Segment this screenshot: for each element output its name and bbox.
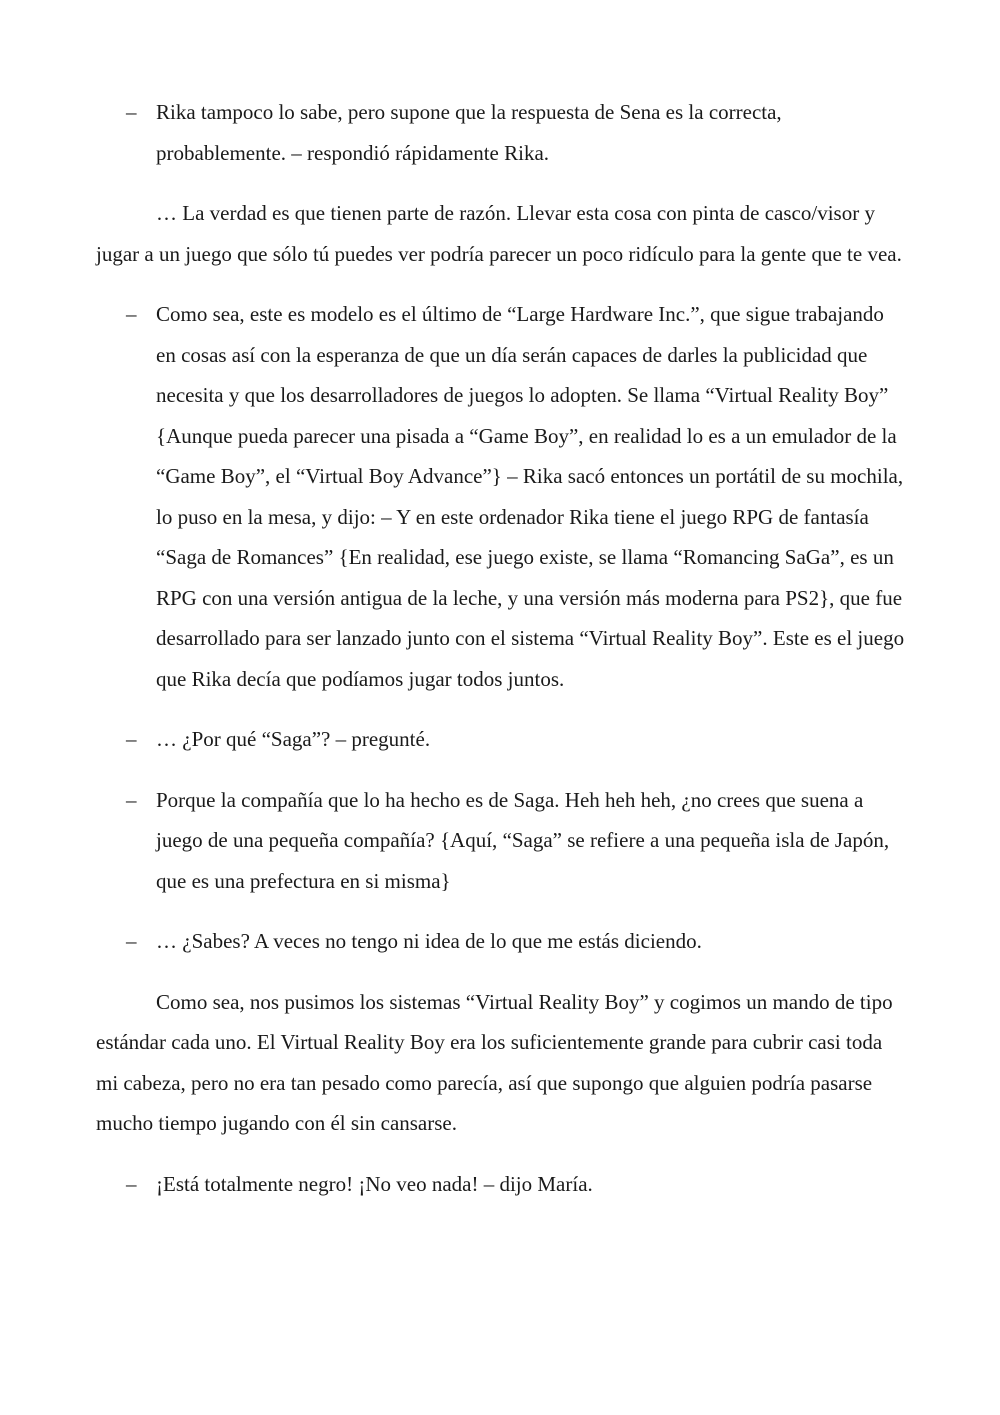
dialogue-text: … ¿Por qué “Saga”? – pregunté. — [156, 727, 431, 751]
dialogue-dash: – — [126, 929, 137, 953]
dialogue-line — [96, 294, 908, 699]
dialogue-dash: – — [126, 100, 137, 124]
narration-paragraph: Como sea, nos pusimos los sistemas “Virtual Reality Boy” y cogimos un mando de tipo estándar cada uno. El Virtual Reality Boy era los suficientemente grande para cubrir casi toda mi cabeza, pero no era tan pesado como parecía, así que supongo que alguien podría pasarse mucho tiempo jugando con él sin cansarse. — [96, 989, 893, 1135]
dialogue-line — [96, 92, 908, 173]
dialogue-line — [96, 1164, 908, 1205]
dialogue-dash: – — [126, 727, 137, 751]
dialogue-dash: – — [126, 302, 137, 326]
dialogue-text: Como sea, este es modelo es el último de “Large Hardware Inc.”, que sigue trabajando en cosas así con la esperanza de que un día serán capaces de darles la publicidad que necesita y que los desarrolladores de juegos lo adopten. Se llama “Virtual Reality Boy” {Aunque pueda parecer una pisada a “Game Boy”, en realidad lo es a un emulador de la “Game Boy”, el “Virtual Boy Advance”} – Rika sacó entonces un portátil de su mochila, lo puso en la mesa, y dijo: – Y en este ordenador Rika tiene el juego RPG de fantasía “Saga de Romances” {En realidad, ese juego existe, se llama “Romancing SaGa”, es un RPG con una versión antigua de la leche, y una versión más moderna para PS2}, que fue desarrollado para ser lanzado junto con el sistema “Virtual Reality Boy”. Este es el juego que Rika decía que podíamos jugar todos juntos. — [156, 302, 905, 691]
dialogue-text: Rika tampoco lo sabe, pero supone que la respuesta de Sena es la correcta, probablemente. – respondió rápidamente Rika. — [156, 100, 782, 165]
dialogue-line — [96, 780, 908, 902]
dialogue-dash: – — [126, 787, 137, 812]
dialogue-text: ¡Está totalmente negro! ¡No veo nada! – dijo María. — [156, 1171, 593, 1196]
narration-paragraph: … La verdad es que tienen parte de razón. Llevar esta cosa con pinta de casco/visor y jugar a un juego que sólo tú puedes ver podría parecer un poco ridículo para la gente que te vea. — [96, 201, 902, 266]
document-body — [96, 92, 908, 1224]
dialogue-line — [96, 719, 908, 760]
dialogue-text: Porque la compañía que lo ha hecho es de Saga. Heh heh heh, ¿no crees que suena a juego de una pequeña compañía? {Aquí, “Saga” se refiere a una pequeña isla de Japón, que es una prefectura en si misma} — [156, 787, 890, 893]
dialogue-line — [96, 921, 908, 962]
dialogue-text: … ¿Sabes? A veces no tengo ni idea de lo que me estás diciendo. — [156, 929, 702, 953]
dialogue-dash: – — [126, 1171, 137, 1196]
